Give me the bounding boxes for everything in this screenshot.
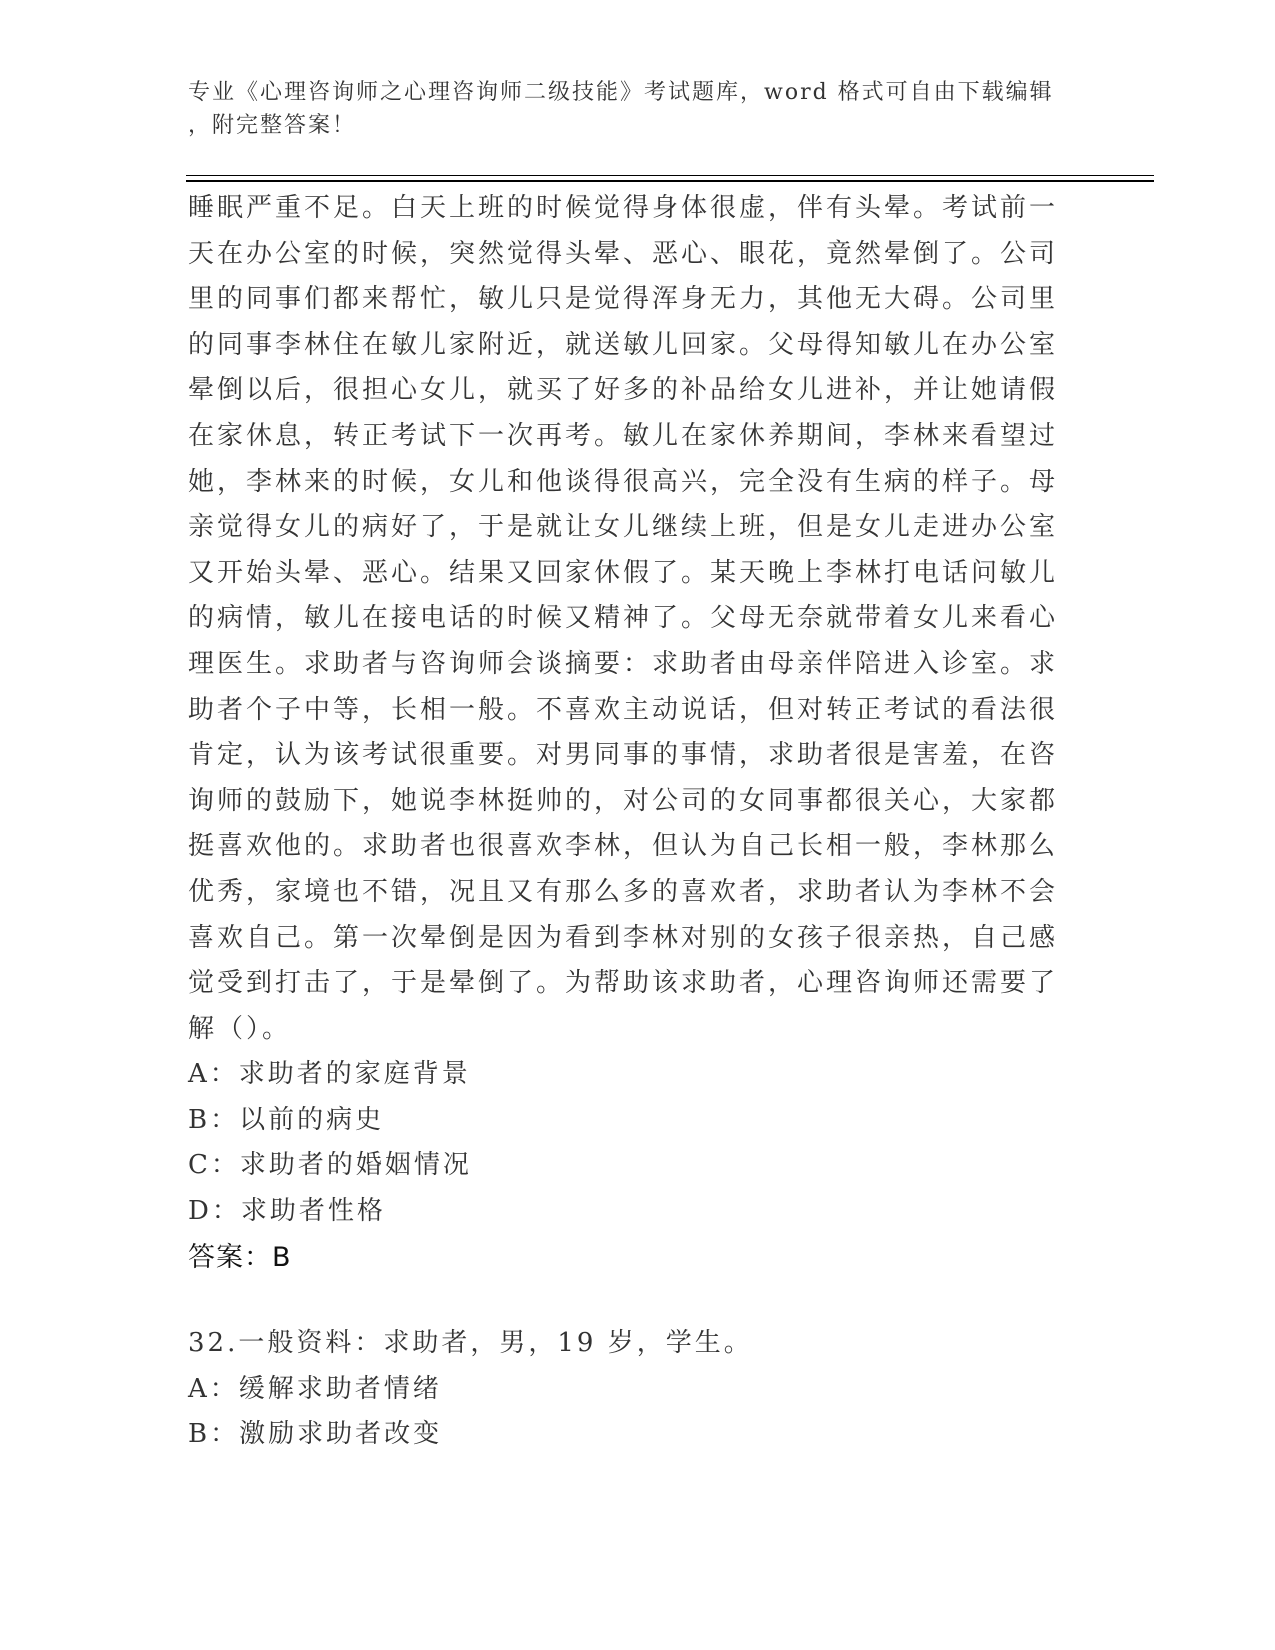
option-a: A：缓解求助者情绪 [188,1373,442,1404]
passage-line: 理医生。求助者与咨询师会谈摘要：求助者由母亲伴陪进入诊室。求 [188,648,1059,679]
passage-line: 晕倒以后，很担心女儿，就买了好多的补品给女儿进补，并让她请假 [188,375,1059,406]
header-line-2: ，附完整答案！ [188,113,357,138]
passage-line: 的同事李林住在敏儿家附近，就送敏儿回家。父母得知敏儿在办公室 [188,329,1059,360]
passage-line: 觉受到打击了，于是晕倒了。为帮助该求助者，心理咨询师还需要了 [188,968,1059,999]
passage-line: 天在办公室的时候，突然觉得头晕、恶心、眼花，竟然晕倒了。公司 [188,238,1059,269]
passage-line: 解（）。 [188,1013,292,1044]
passage-line: 里的同事们都来帮忙，敏儿只是觉得浑身无力，其他无大碍。公司里 [188,284,1059,315]
passage-line: 在家休息，转正考试下一次再考。敏儿在家休养期间，李林来看望过 [188,420,1059,451]
option-c: C：求助者的婚姻情况 [188,1150,472,1181]
passage-line: 优秀，家境也不错，况且又有那么多的喜欢者，求助者认为李林不会 [188,876,1059,907]
passage-line: 睡眠严重不足。白天上班的时候觉得身体很虚，伴有头晕。考试前一 [188,193,1059,223]
passage-line: 挺喜欢他的。求助者也很喜欢李林，但认为自己长相一般，李林那么 [188,831,1059,862]
question-stem: 32.一般资料：求助者，男，19 岁，学生。 [188,1328,753,1358]
passage-line: 助者个子中等，长相一般。不喜欢主动说话，但对转正考试的看法很 [188,694,1059,725]
passage-line: 肯定，认为该考试很重要。对男同事的事情，求助者很是害羞，在咨 [188,740,1059,771]
option-d: D：求助者性格 [188,1196,386,1227]
document-header [188,76,1068,142]
answer-line: 答案：B [188,1241,292,1273]
header-rule-thin [186,175,1154,176]
question-32 [188,1321,1068,1458]
passage-line: 亲觉得女儿的病好了，于是就让女儿继续上班，但是女儿走进办公室 [188,512,1059,543]
passage-line: 的病情，敏儿在接电话的时候又精神了。父母无奈就带着女儿来看心 [188,603,1059,634]
passage-line: 喜欢自己。第一次晕倒是因为看到李林对别的女孩子很亲热，自己感 [188,922,1059,953]
header-rule-thick [186,180,1154,182]
option-a: A：求助者的家庭背景 [188,1059,471,1090]
passage-line: 询师的鼓励下，她说李林挺帅的，对公司的女同事都很关心，大家都 [188,785,1059,816]
passage-line: 又开始头晕、恶心。结果又回家休假了。某天晚上李林打电话问敏儿 [188,557,1059,588]
passage-line: 她，李林来的时候，女儿和他谈得很高兴，完全没有生病的样子。母 [188,466,1059,497]
option-b: B：以前的病史 [188,1104,385,1135]
option-b: B：激励求助者改变 [188,1419,443,1450]
header-line-1: 专业《心理咨询师之心理咨询师二级技能》考试题库，word 格式可自由下载编辑 [188,80,1054,105]
question-31 [188,186,1068,1281]
